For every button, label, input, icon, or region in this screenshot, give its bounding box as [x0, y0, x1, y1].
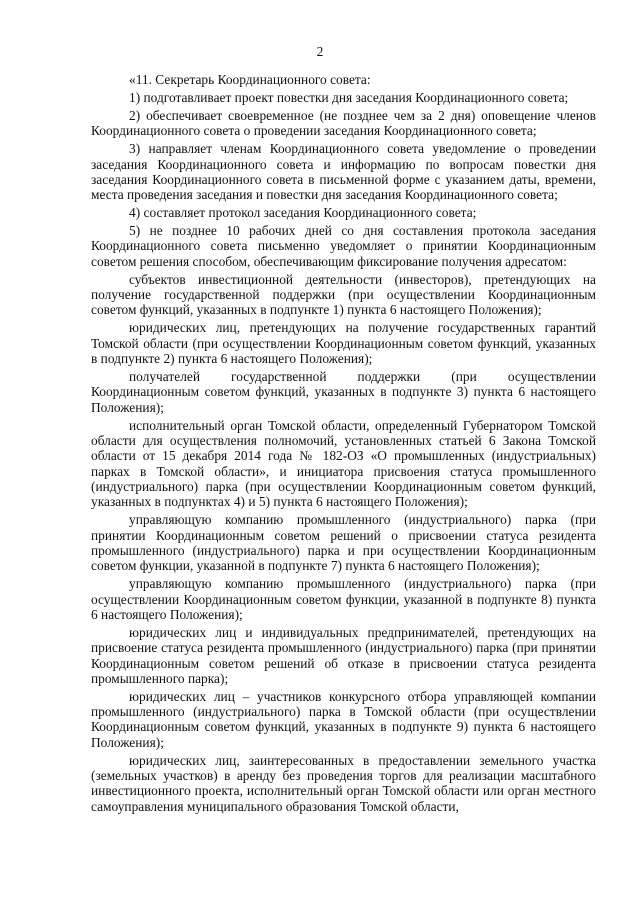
paragraph-recipient-executive-body: исполнительный орган Томской области, определенный Губернатором Томской области для осуществления полномочий, установленных статьей 6 Закона Томской области от 15 декабря 2014 года № 182-ОЗ «О промышленных (индустриальных) парках в Томской области», и инициатора присвоения статуса промышленного (индустриального) парка (при осуществлении Координационным советом функций, указанных в подпунктах 4) и 5) пункта 6 настоящего Положения); — [91, 417, 596, 510]
paragraph-item-2: 2) обеспечивает своевременное (не позднее чем за 2 дня) оповещение членов Координационного совета о проведении заседания Координационного совета; — [91, 107, 596, 139]
paragraph-recipient-investors: субъектов инвестиционной деятельности (инвесторов), претендующих на получение государственной поддержки (при осуществлении Координационным советом функций, указанных в подпункте 1) пункта 6 настоящего Положения); — [91, 271, 596, 318]
paragraph-recipient-guarantees: юридических лиц, претендующих на получение государственных гарантий Томской области (при осуществлении Координационным советом функций, указанных в подпункте 2) пункта 6 настоящего Положения); — [91, 320, 596, 366]
page-number: 2 — [316, 44, 324, 59]
paragraph-recipient-park-company-8: управляющую компанию промышленного (индустриального) парка (при осуществлении Координационным советом функции, указанной в подпункте 8) пункта 6 настоящего Положения); — [91, 576, 596, 622]
paragraph-recipient-land-applicants: юридических лиц, заинтересованных в предоставлении земельного участка (земельных участков) в аренду без проведения торгов для реализации масштабного инвестиционного проекта, исполнительный орган Томской области или орган местного самоуправления муниципального образования Томской области, — [91, 752, 596, 814]
paragraph-recipient-support: получателей государственной поддержки (при осуществлении Координационным советом функций, указанных в подпункте 3) пункта 6 настоящего Положения); — [91, 368, 596, 415]
paragraph-item-3: 3) направляет членам Координационного совета уведомление о проведении заседания Координационного совета и информацию по вопросам повестки дня заседания Координационного совета в письменной форме с указанием даты, времени, места проведения заседания и повестки дня заседания Координационного совета; — [91, 141, 596, 203]
paragraph-item-4: 4) составляет протокол заседания Координационного совета; — [129, 205, 477, 221]
paragraph-secretary-heading: «11. Секретарь Координационного совета: — [129, 72, 371, 87]
paragraph-recipient-tender-participants: юридических лиц – участников конкурсного отбора управляющей компании промышленного (индустриального) парка в Томской области (при осуществлении Координационным советом функций, указанных в подпункте 9) пункта 6 настоящего Положения); — [91, 688, 596, 750]
paragraph-recipient-resident-applicants: юридических лиц и индивидуальных предпринимателей, претендующих на присвоение статуса резидента промышленного (индустриального) парка (при принятии Координационным советом решений об отказе в присвоении статуса резидента промышленного парка); — [91, 624, 596, 686]
document-body — [91, 72, 596, 817]
paragraph-item-1: 1) подготавливает проект повестки дня заседания Координационного совета; — [129, 89, 569, 105]
paragraph-recipient-park-company-7: управляющую компанию промышленного (индустриального) парка (при принятии Координационным советом решений о присвоении статуса резидента промышленного (индустриального) парка и при осуществлении Координационным советом функции, указанной в подпункте 7) пункта 6 настоящего Положения); — [91, 512, 596, 574]
paragraph-item-5: 5) не позднее 10 рабочих дней со дня составления протокола заседания Координационного совета письменно уведомляет о принятии Координационным советом решения способом, обеспечивающим фиксирование получения адресатом: — [91, 223, 596, 269]
